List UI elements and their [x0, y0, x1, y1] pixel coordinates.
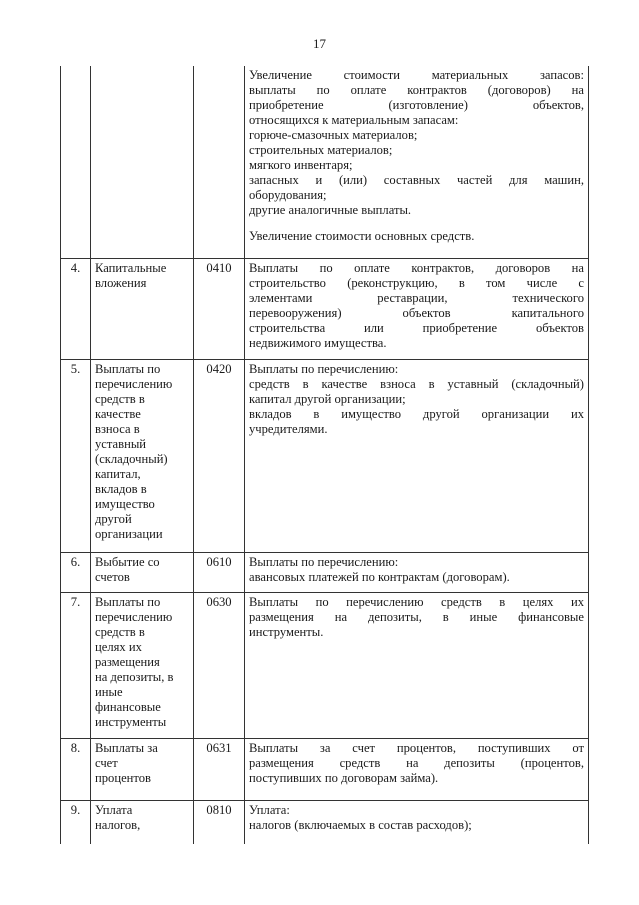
row-name	[91, 359, 194, 552]
description-line: вкладов в имущество другой организации их	[249, 406, 584, 421]
description-line: капитал другой организации;	[249, 391, 406, 406]
row-description	[245, 738, 589, 800]
description-line: учредителями.	[249, 421, 328, 436]
name-line: налогов,	[95, 817, 141, 832]
row-name	[91, 592, 194, 738]
row-code	[194, 66, 245, 258]
name-line: на депозиты, в	[95, 669, 174, 684]
description-line: Уплата:	[249, 802, 290, 817]
row-description	[245, 258, 589, 359]
table-row	[61, 738, 589, 800]
row-code: 0420	[194, 359, 245, 552]
name-line: имущество	[95, 496, 155, 511]
table-row	[61, 800, 589, 844]
name-line: качестве	[95, 406, 141, 421]
description-line: инструменты.	[249, 624, 324, 639]
row-description	[245, 800, 589, 844]
description-line: относящихся к материальным запасам:	[249, 113, 459, 127]
row-description	[245, 66, 589, 258]
table-row	[61, 258, 589, 359]
row-number: 6.	[61, 552, 91, 592]
description-line: оборудования;	[249, 188, 327, 202]
description-line: Выплаты по перечислению:	[249, 554, 399, 569]
name-line: перечислению	[95, 609, 173, 624]
name-line: финансовые	[95, 699, 161, 714]
row-name	[91, 258, 194, 359]
description-line: строительства или приобретение объектов	[249, 320, 584, 335]
row-code: 0410	[194, 258, 245, 359]
description-line: другие аналогичные выплаты.	[249, 203, 412, 217]
name-line: счет	[95, 755, 118, 770]
name-line: взноса в	[95, 421, 140, 436]
description-line: Выплаты по перечислению средств в целях их	[249, 594, 584, 609]
row-number: 9.	[61, 800, 91, 844]
table-row	[61, 552, 589, 592]
description-line: строительных материалов;	[249, 143, 393, 157]
row-description	[245, 592, 589, 738]
paragraph-gap	[249, 218, 584, 229]
description-line: налогов (включаемых в состав расходов);	[249, 817, 472, 832]
name-line: уставный	[95, 436, 147, 451]
description-line: размещения на депозиты, в иные финансовые	[249, 609, 584, 624]
description-line: перевооружения) объектов капитального	[249, 305, 584, 320]
row-code: 0631	[194, 738, 245, 800]
name-line: (складочный)	[95, 451, 168, 466]
name-line: Выплаты за	[95, 740, 158, 755]
name-line: капитал,	[95, 466, 141, 481]
row-code: 0610	[194, 552, 245, 592]
table-row	[61, 359, 589, 552]
description-line: запасных и (или) составных частей для машин,	[249, 173, 584, 187]
row-description	[245, 552, 589, 592]
description-line: мягкого инвентаря;	[249, 158, 353, 172]
row-code: 0630	[194, 592, 245, 738]
name-line: иные	[95, 684, 123, 699]
description-line: горюче-смазочных материалов;	[249, 128, 418, 142]
row-number: 8.	[61, 738, 91, 800]
description-line: средств в качестве взноса в уставный (складочный)	[249, 376, 584, 391]
description-line: Выплаты за счет процентов, поступивших от	[249, 740, 584, 755]
name-line: целях их	[95, 639, 142, 654]
name-line: организации	[95, 526, 163, 541]
payments-table	[60, 66, 589, 844]
row-number: 5.	[61, 359, 91, 552]
name-line: размещения	[95, 654, 160, 669]
description-line: строительство (реконструкцию, в том числе с	[249, 275, 584, 290]
description-line: Выплаты по оплате контрактов, договоров на	[249, 260, 584, 275]
table-row	[61, 592, 589, 738]
row-number: 4.	[61, 258, 91, 359]
table-row	[61, 66, 589, 258]
name-line: вкладов в	[95, 481, 147, 496]
row-number: 7.	[61, 592, 91, 738]
description-line: выплаты по оплате контрактов (договоров) на	[249, 83, 584, 97]
row-name	[91, 800, 194, 844]
row-code: 0810	[194, 800, 245, 844]
name-line: вложения	[95, 275, 147, 290]
name-line: Капитальные	[95, 260, 167, 275]
name-line: Выплаты по	[95, 594, 161, 609]
name-line: перечислению	[95, 376, 173, 391]
name-line: Выплаты по	[95, 361, 161, 376]
name-line: другой	[95, 511, 132, 526]
name-line: Уплата	[95, 802, 133, 817]
description-line: авансовых платежей по контрактам (договорам).	[249, 569, 510, 584]
description-line: размещения средств на депозиты (процентов,	[249, 755, 584, 770]
page-number: 17	[313, 36, 326, 51]
row-name	[91, 738, 194, 800]
description-line: Увеличение стоимости основных средств.	[249, 229, 475, 243]
name-line: счетов	[95, 569, 130, 584]
name-line: инструменты	[95, 714, 167, 729]
description-line: приобретение (изготовление) объектов,	[249, 98, 584, 112]
row-name	[91, 66, 194, 258]
description-line: недвижимого имущества.	[249, 335, 387, 350]
description-line: поступивших по договорам займа).	[249, 770, 439, 785]
name-line: средств в	[95, 391, 145, 406]
row-description	[245, 359, 589, 552]
row-number	[61, 66, 91, 258]
name-line: Выбытие со	[95, 554, 160, 569]
row-name	[91, 552, 194, 592]
description-line: элементами реставрации, технического	[249, 290, 584, 305]
description-line: Увеличение стоимости материальных запасов:	[249, 68, 584, 82]
name-line: процентов	[95, 770, 151, 785]
description-line: Выплаты по перечислению:	[249, 361, 399, 376]
name-line: средств в	[95, 624, 145, 639]
